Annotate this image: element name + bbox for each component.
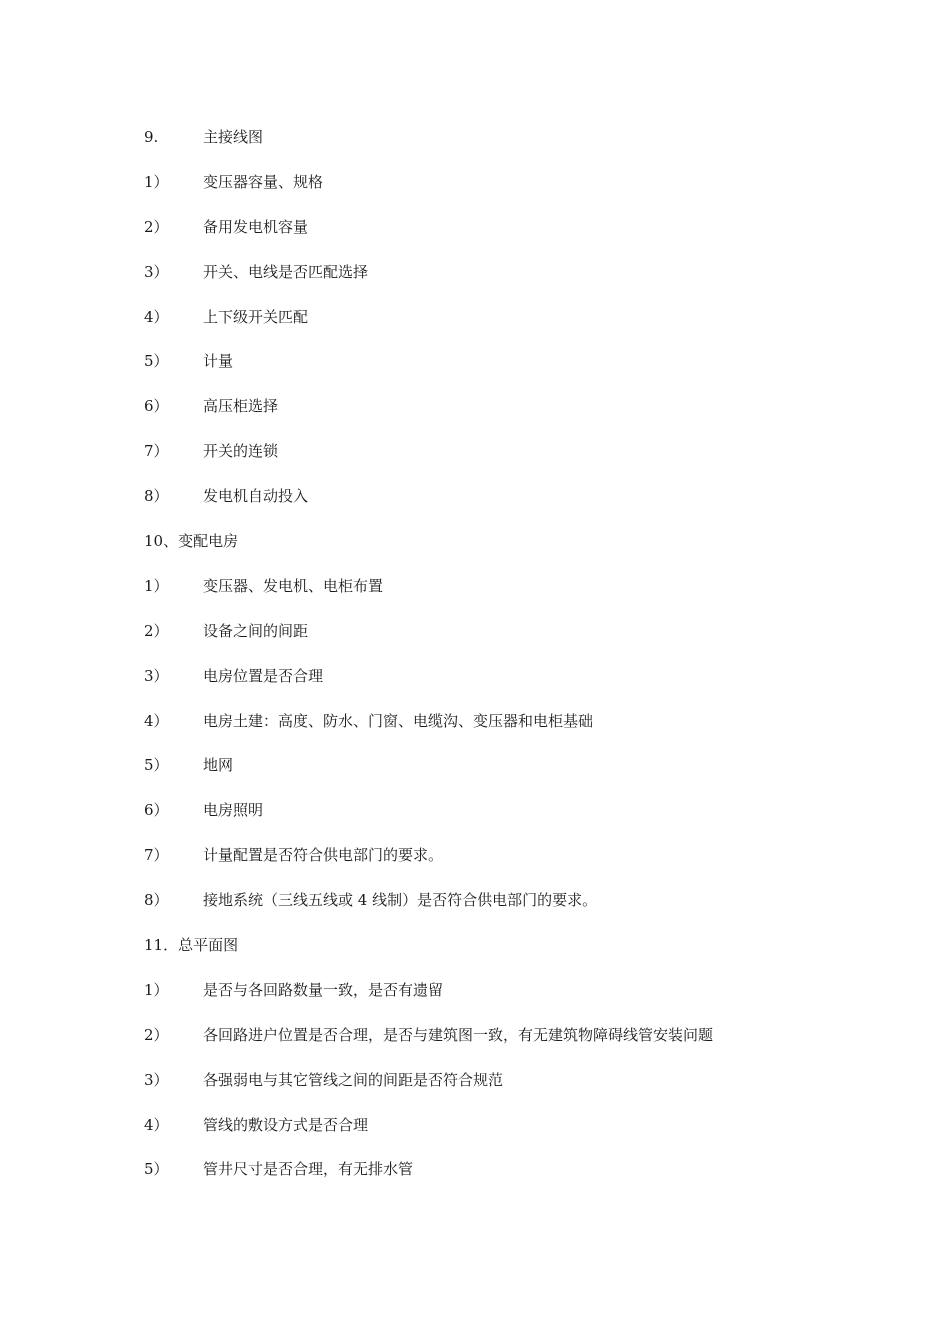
list-item xyxy=(144,306,844,351)
line-number: 2） xyxy=(144,217,169,236)
line-number: 6） xyxy=(144,801,169,820)
line-number: 3） xyxy=(144,262,169,281)
line-text: 变压器、发电机、电柜布置 xyxy=(203,576,384,595)
line-text: 设备之间的间距 xyxy=(203,621,309,640)
section-heading xyxy=(144,934,844,979)
line-text: 电房位置是否合理 xyxy=(203,666,324,685)
list-item xyxy=(144,844,844,889)
list-item xyxy=(144,754,844,799)
line-number: 3） xyxy=(144,1070,169,1089)
line-text: 备用发电机容量 xyxy=(203,217,309,236)
line-number: 3） xyxy=(144,666,169,685)
line-text: 是否与各回路数量一致，是否有遗留 xyxy=(203,980,444,999)
line-number: 7） xyxy=(144,442,169,461)
line-number: 1） xyxy=(144,172,169,191)
line-number: 4） xyxy=(144,1115,169,1134)
list-item xyxy=(144,710,844,755)
line-text: 各回路进户位置是否合理，是否与建筑图一致，有无建筑物障碍线管安装问题 xyxy=(203,1025,714,1044)
list-item xyxy=(144,620,844,665)
line-text: 开关、电线是否匹配选择 xyxy=(203,262,369,281)
line-text: 变压器容量、规格 xyxy=(203,172,324,191)
section-heading xyxy=(144,126,844,171)
line-number: 1） xyxy=(144,980,169,999)
line-text: 主接线图 xyxy=(203,128,264,146)
list-item xyxy=(144,575,844,620)
line-number: 5） xyxy=(144,1160,169,1179)
list-item xyxy=(144,1158,844,1203)
section-heading xyxy=(144,530,844,575)
list-item xyxy=(144,216,844,261)
list-item xyxy=(144,395,844,440)
list-item xyxy=(144,665,844,710)
list-item xyxy=(144,889,844,934)
line-number: 2） xyxy=(144,1025,169,1044)
line-number: 5） xyxy=(144,756,169,775)
line-number: 6） xyxy=(144,397,169,416)
list-item xyxy=(144,1114,844,1159)
list-item xyxy=(144,1069,844,1114)
line-number: 9. xyxy=(144,128,159,146)
line-text: 计量 xyxy=(203,352,234,371)
line-number: 1） xyxy=(144,576,169,595)
list-item xyxy=(144,979,844,1024)
line-text: 地网 xyxy=(203,756,234,775)
line-text: 接地系统（三线五线或 4 线制）是否符合供电部门的要求。 xyxy=(203,891,598,910)
list-item xyxy=(144,171,844,216)
line-number: 4） xyxy=(144,307,169,326)
document-body xyxy=(144,126,844,1203)
line-text: 开关的连锁 xyxy=(203,442,279,461)
line-number: 2） xyxy=(144,621,169,640)
list-item xyxy=(144,799,844,844)
line-text: 计量配置是否符合供电部门的要求。 xyxy=(203,846,444,865)
line-number: 7） xyxy=(144,846,169,865)
line-number: 8） xyxy=(144,487,169,506)
line-text: 高压柜选择 xyxy=(203,397,279,416)
line-text: 上下级开关匹配 xyxy=(203,307,309,326)
line-text: 11．总平面图 xyxy=(144,936,239,955)
line-text: 电房照明 xyxy=(203,801,264,820)
line-number: 4） xyxy=(144,711,169,730)
list-item xyxy=(144,440,844,485)
list-item xyxy=(144,350,844,395)
line-text: 各强弱电与其它管线之间的间距是否符合规范 xyxy=(203,1070,504,1089)
line-text: 10、变配电房 xyxy=(144,532,239,551)
line-number: 8） xyxy=(144,891,169,910)
line-number: 5） xyxy=(144,352,169,371)
list-item xyxy=(144,261,844,306)
line-text: 管井尺寸是否合理，有无排水管 xyxy=(203,1160,414,1179)
line-text: 发电机自动投入 xyxy=(203,487,309,506)
list-item xyxy=(144,485,844,530)
line-text: 电房土建：高度、防水、门窗、电缆沟、变压器和电柜基础 xyxy=(203,711,594,730)
list-item xyxy=(144,1024,844,1069)
line-text: 管线的敷设方式是否合理 xyxy=(203,1115,369,1134)
